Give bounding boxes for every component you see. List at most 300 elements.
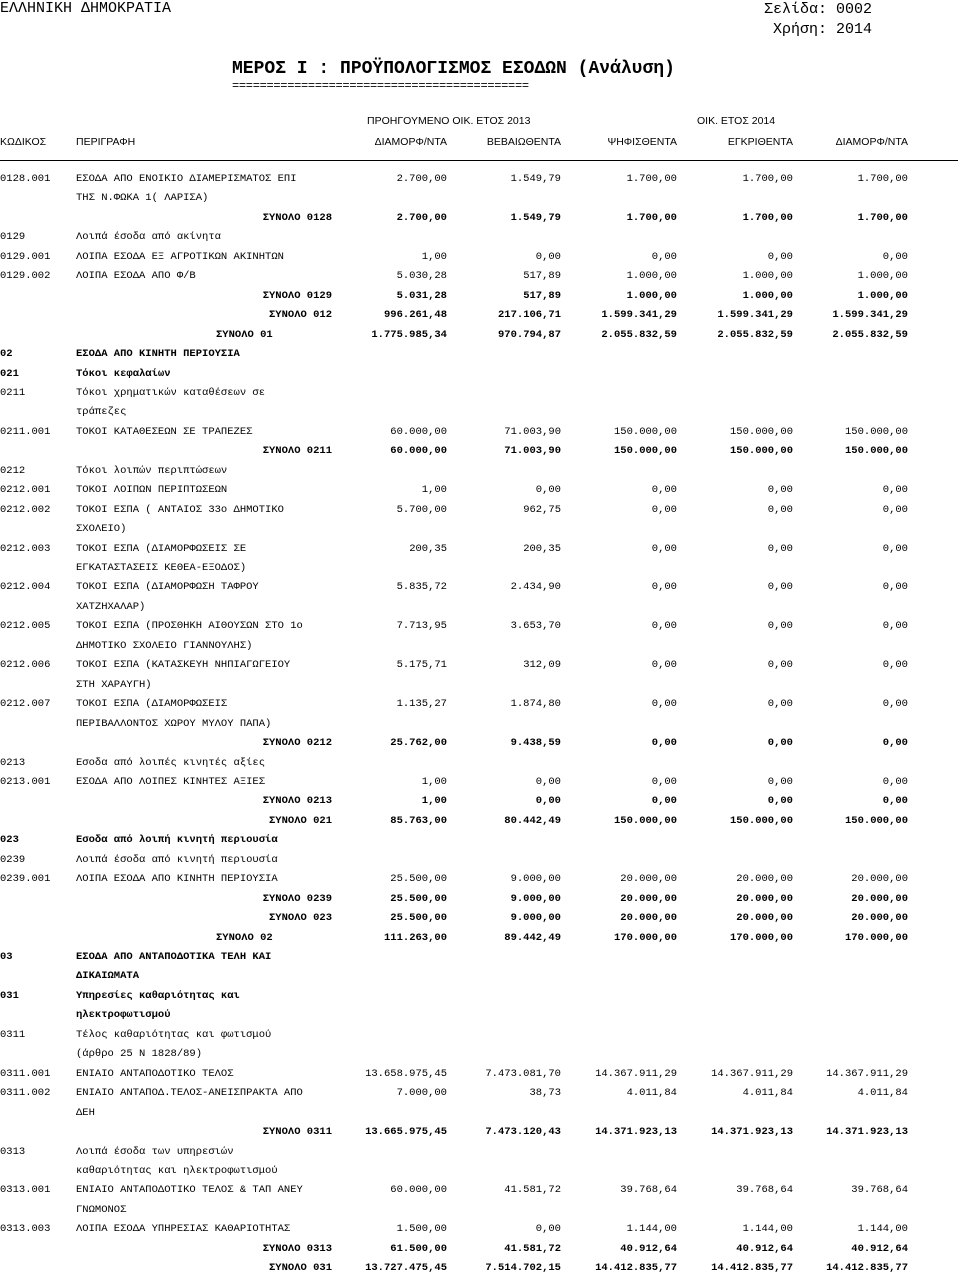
table-row	[0, 1104, 960, 1123]
value-c3: 0,00	[651, 698, 677, 711]
row-description: ΕΣΟΔΑ ΑΠΟ ΑΝΤΑΠΟΔΟΤΙΚΑ ΤΕΛΗ ΚΑΙ	[76, 951, 272, 963]
value-c2: 1.549,79	[510, 211, 561, 224]
row-description: ΤΟΚΟΙ ΕΣΠΑ (ΔΙΑΜΟΡΦΩΣΕΙΣ	[76, 698, 228, 711]
value-c4: 4.011,84	[742, 1087, 793, 1100]
row-code: 0239.001	[0, 873, 51, 886]
table-row	[0, 1143, 960, 1162]
table-row	[0, 1006, 960, 1025]
value-c1: 111.263,00	[383, 931, 447, 944]
table-row	[0, 1181, 960, 1200]
total-row	[0, 1240, 960, 1259]
row-description: ΧΑΤΖΗΧΑΛΑΡ)	[76, 600, 146, 613]
value-c1: 1.775.985,34	[371, 328, 447, 341]
row-description: Τέλος καθαριότητας και φωτισμού	[76, 1028, 272, 1041]
value-c3: 0,00	[651, 795, 677, 808]
value-c5: 0,00	[882, 659, 908, 672]
row-description: ΤΟΚΟΙ ΕΣΠΑ (ΚΑΤΑΣΚΕΥΗ ΝΗΠΙΑΓΩΓΕΙΟΥ	[76, 659, 291, 672]
table-row	[0, 1201, 960, 1220]
row-code: 0128.001	[0, 173, 51, 185]
row-code: 0211.001	[0, 425, 51, 438]
desc-header: ΠΕΡΙΓΡΑΦΗ	[76, 136, 136, 148]
row-description: ΤΟΚΟΙ ΛΟΙΠΩΝ ΠΕΡΙΠΤΩΣΕΩΝ	[76, 484, 228, 497]
value-c5: 14.412.835,77	[826, 1262, 908, 1275]
value-c3: 14.367.911,29	[595, 1067, 677, 1080]
row-description: Τόκοι χρηματικών καταθέσεων σε	[76, 386, 266, 399]
value-c5: 0,00	[882, 795, 908, 808]
value-c3: 150.000,00	[613, 814, 677, 827]
value-c1: 61.500,00	[390, 1242, 447, 1255]
total-label: ΣΥΝΟΛΟ 021	[268, 814, 332, 827]
value-c2: 0,00	[535, 795, 561, 808]
value-c1: 2.700,00	[396, 211, 447, 224]
value-c2: 0,00	[535, 250, 561, 263]
total-row	[0, 734, 960, 753]
value-c2: 7.514.702,15	[485, 1262, 561, 1275]
row-description: ΤΗΣ Ν.ΦΩΚΑ 1( ΛΑΡΙΣΑ)	[76, 192, 209, 205]
total-row	[0, 326, 960, 345]
table-row	[0, 617, 960, 636]
value-c1: 1,00	[421, 775, 447, 788]
value-c3: 170.000,00	[613, 931, 677, 944]
row-code: 0311.001	[0, 1067, 51, 1080]
total-label: ΣΥΝΟΛΟ 0128	[262, 211, 332, 224]
row-description: ΛΟΙΠΑ ΕΣΟΔΑ ΑΠΟ Φ/Β	[76, 270, 196, 283]
value-c2: 1.874,80	[510, 698, 561, 711]
value-c2: 200,35	[523, 542, 561, 555]
value-c5: 1.000,00	[857, 289, 908, 302]
value-c3: 1.000,00	[626, 289, 677, 302]
row-code: 0212.004	[0, 581, 51, 594]
value-c2: 38,73	[529, 1087, 561, 1100]
value-c1: 5.030,28	[396, 270, 447, 283]
total-row	[0, 812, 960, 831]
value-c3: 0,00	[651, 737, 677, 750]
value-c3: 0,00	[651, 775, 677, 788]
c5-header: ΔΙΑΜΟΡΦ/ΝΤΑ	[835, 136, 908, 148]
value-c5: 0,00	[882, 581, 908, 594]
table-row	[0, 870, 960, 889]
row-code: 0311.002	[0, 1087, 51, 1100]
table-row	[0, 267, 960, 286]
value-c5: 0,00	[882, 484, 908, 497]
title-underline: ===========================================	[232, 79, 529, 93]
value-c1: 1,00	[421, 250, 447, 263]
table-row	[0, 967, 960, 986]
table-row	[0, 637, 960, 656]
table-row	[0, 1162, 960, 1181]
total-label: ΣΥΝΟΛΟ 0212	[262, 737, 332, 750]
value-c4: 1.700,00	[742, 211, 793, 224]
table-row	[0, 345, 960, 364]
table-row	[0, 1026, 960, 1045]
row-description: ΕΣΟΔΑ ΑΠΟ ΚΙΝΗΤΗ ΠΕΡΙΟΥΣΙΑ	[76, 348, 240, 361]
code-header: ΚΩΔΙΚΟΣ	[0, 136, 47, 148]
value-c3: 0,00	[651, 581, 677, 594]
value-c1: 1.500,00	[396, 1223, 447, 1236]
value-c3: 1.599.341,29	[601, 309, 677, 322]
table-row	[0, 189, 960, 208]
value-c2: 1.549,79	[510, 173, 561, 185]
page-number: Σελίδα: 0002	[763, 1, 872, 18]
value-c2: 7.473.081,70	[485, 1067, 561, 1080]
value-c4: 20.000,00	[736, 912, 793, 925]
total-row	[0, 909, 960, 928]
value-c2: 517,89	[523, 289, 561, 302]
value-c2: 9.000,00	[510, 912, 561, 925]
value-c5: 20.000,00	[851, 892, 908, 905]
value-c4: 0,00	[767, 659, 793, 672]
value-c2: 71.003,90	[504, 425, 561, 438]
value-c2: 2.434,90	[510, 581, 561, 594]
value-c4: 1.144,00	[742, 1223, 793, 1236]
header-rule	[0, 160, 958, 161]
value-c4: 0,00	[767, 620, 793, 633]
row-description: Λοιπά έσοδα από κινητή περιουσία	[76, 853, 278, 866]
row-description: ΕΝΙΑΙΟ ΑΝΤΑΠΟΔΟΤΙΚΟ ΤΕΛΟΣ & ΤΑΠ ΑΝΕΥ	[76, 1184, 303, 1197]
value-c3: 0,00	[651, 542, 677, 555]
value-c2: 962,75	[523, 503, 561, 516]
value-c1: 25.500,00	[390, 873, 447, 886]
value-c2: 3.653,70	[510, 620, 561, 633]
value-c1: 996.261,48	[383, 309, 447, 322]
value-c3: 39.768,64	[620, 1184, 677, 1197]
value-c3: 150.000,00	[613, 445, 677, 458]
value-c5: 39.768,64	[851, 1184, 908, 1197]
row-code: 0212	[0, 464, 26, 477]
row-description: ΛΟΙΠΑ ΕΣΟΔΑ ΑΠΟ ΚΙΝΗΤΗ ΠΕΡΙΟΥΣΙΑ	[76, 873, 278, 886]
table-row	[0, 170, 960, 189]
row-code: 0213	[0, 756, 26, 769]
row-code: 0212.002	[0, 503, 51, 516]
row-code: 0212.003	[0, 542, 51, 555]
value-c2: 0,00	[535, 484, 561, 497]
table-row	[0, 384, 960, 403]
row-code: 0212.001	[0, 484, 51, 497]
row-description: ΠΕΡΙΒΑΛΛΟΝΤΟΣ ΧΩΡΟΥ ΜΥΛΟΥ ΠΑΠΑ)	[76, 717, 272, 730]
table-row	[0, 1045, 960, 1064]
row-description: ΤΟΚΟΙ ΕΣΠΑ (ΔΙΑΜΟΡΦΩΣΗ ΤΑΦΡΟΥ	[76, 581, 259, 594]
row-code: 0239	[0, 853, 26, 866]
value-c1: 200,35	[409, 542, 447, 555]
value-c2: 89.442,49	[504, 931, 561, 944]
value-c1: 60.000,00	[390, 1184, 447, 1197]
total-label: ΣΥΝΟΛΟ 031	[268, 1262, 332, 1275]
prev-year-header: ΠΡΟΗΓΟΥΜΕΝΟ ΟΙΚ. ΕΤΟΣ 2013	[367, 115, 531, 127]
value-c4: 0,00	[767, 698, 793, 711]
value-c3: 1.000,00	[626, 270, 677, 283]
value-c5: 14.367.911,29	[826, 1067, 908, 1080]
value-c3: 1.144,00	[626, 1223, 677, 1236]
value-c1: 25.500,00	[390, 912, 447, 925]
table-row	[0, 754, 960, 773]
row-code: 031	[0, 989, 19, 1002]
table-row	[0, 540, 960, 559]
value-c3: 150.000,00	[613, 425, 677, 438]
row-code: 0129	[0, 231, 26, 244]
value-c1: 60.000,00	[390, 425, 447, 438]
value-c3: 1.700,00	[626, 211, 677, 224]
row-description: Υπηρεσίες καθαριότητας και	[76, 989, 240, 1002]
value-c4: 0,00	[767, 737, 793, 750]
c1-header: ΔΙΑΜΟΡΦ/ΝΤΑ	[374, 136, 447, 148]
value-c5: 150.000,00	[844, 445, 908, 458]
row-description: ΤΟΚΟΙ ΕΣΠΑ (ΔΙΑΜΟΡΦΩΣΕΙΣ ΣΕ	[76, 542, 247, 555]
row-code: 0211	[0, 386, 26, 399]
total-row	[0, 929, 960, 948]
row-code: 023	[0, 834, 19, 847]
value-c1: 25.500,00	[390, 892, 447, 905]
value-c4: 0,00	[767, 795, 793, 808]
row-description: καθαριότητας και ηλεκτροφωτισμού	[76, 1164, 278, 1177]
country-label: ΕΛΛΗΝΙΚΗ ΔΗΜΟΚΡΑΤΙΑ	[0, 0, 172, 17]
total-label: ΣΥΝΟΛΟ 0213	[262, 795, 332, 808]
total-label: ΣΥΝΟΛΟ 01	[216, 328, 273, 341]
value-c2: 41.581,72	[504, 1242, 561, 1255]
table-row	[0, 948, 960, 967]
row-code: 021	[0, 367, 19, 380]
row-description: ΔΗΜΟΤΙΚΟ ΣΧΟΛΕΙΟ ΓΙΑΝΝΟΥΛΗΣ)	[76, 639, 253, 652]
value-c3: 2.055.832,59	[601, 328, 677, 341]
value-c4: 40.912,64	[736, 1242, 793, 1255]
value-c1: 25.762,00	[390, 737, 447, 750]
total-row	[0, 792, 960, 811]
row-description: ΕΝΙΑΙΟ ΑΝΤΑΠΟΔ.ΤΕΛΟΣ-ΑΝΕΙΣΠΡΑΚΤΑ ΑΠΟ	[76, 1087, 303, 1100]
value-c5: 0,00	[882, 620, 908, 633]
value-c2: 970.794,87	[497, 328, 561, 341]
c4-header: ΕΓΚΡΙΘΕΝΤΑ	[727, 136, 793, 148]
table-row	[0, 365, 960, 384]
value-c1: 7.713,95	[396, 620, 447, 633]
row-description: ΓΝΩΜΟΝΟΣ	[76, 1203, 127, 1216]
value-c3: 20.000,00	[620, 912, 677, 925]
value-c1: 1,00	[421, 484, 447, 497]
value-c2: 217.106,71	[497, 309, 561, 322]
row-description: ΤΟΚΟΙ ΚΑΤΑΘΕΣΕΩΝ ΣΕ ΤΡΑΠΕΖΕΣ	[76, 425, 253, 438]
row-description: ηλεκτροφωτισμού	[76, 1009, 171, 1022]
value-c1: 2.700,00	[396, 173, 447, 185]
row-description: ΣΤΗ ΧΑΡΑΥΓΗ)	[76, 678, 152, 691]
value-c5: 150.000,00	[844, 814, 908, 827]
value-c5: 40.912,64	[851, 1242, 908, 1255]
value-c5: 170.000,00	[844, 931, 908, 944]
page-title: ΜΕΡΟΣ Ι : ΠΡΟΫΠΟΛΟΓΙΣΜΟΣ ΕΣΟΔΩΝ (Ανάλυση)	[232, 59, 675, 79]
value-c5: 20.000,00	[851, 912, 908, 925]
row-code: 0313.003	[0, 1223, 51, 1236]
row-description: ΔΕΗ	[76, 1106, 95, 1119]
value-c3: 0,00	[651, 250, 677, 263]
value-c2: 312,09	[523, 659, 561, 672]
table-row	[0, 228, 960, 247]
value-c5: 1.144,00	[857, 1223, 908, 1236]
value-c4: 1.700,00	[742, 173, 793, 185]
value-c1: 5.700,00	[396, 503, 447, 516]
table-row	[0, 715, 960, 734]
total-row	[0, 890, 960, 909]
row-description: τράπεζες	[76, 406, 127, 419]
total-label: ΣΥΝΟΛΟ 0129	[262, 289, 332, 302]
row-description: Λοιπά έσοδα από ακίνητα	[76, 231, 221, 244]
value-c5: 14.371.923,13	[826, 1126, 908, 1139]
value-c4: 0,00	[767, 484, 793, 497]
row-description: ΕΝΙΑΙΟ ΑΝΤΑΠΟΔΟΤΙΚΟ ΤΕΛΟΣ	[76, 1067, 234, 1080]
value-c3: 20.000,00	[620, 873, 677, 886]
table-row	[0, 403, 960, 422]
value-c1: 7.000,00	[396, 1087, 447, 1100]
total-row	[0, 287, 960, 306]
total-label: ΣΥΝΟΛΟ 0239	[262, 892, 332, 905]
value-c3: 20.000,00	[620, 892, 677, 905]
value-c5: 4.011,84	[857, 1087, 908, 1100]
row-code: 0213.001	[0, 775, 51, 788]
value-c5: 2.055.832,59	[832, 328, 908, 341]
value-c1: 1.135,27	[396, 698, 447, 711]
value-c3: 14.371.923,13	[595, 1126, 677, 1139]
value-c1: 5.031,28	[396, 289, 447, 302]
value-c4: 1.599.341,29	[717, 309, 793, 322]
table-row	[0, 578, 960, 597]
row-code: 0212.005	[0, 620, 51, 633]
value-c5: 1.700,00	[857, 211, 908, 224]
value-c3: 4.011,84	[626, 1087, 677, 1100]
value-c2: 517,89	[523, 270, 561, 283]
total-row	[0, 1123, 960, 1142]
table-row	[0, 676, 960, 695]
row-code: 02	[0, 348, 13, 361]
value-c2: 0,00	[535, 1223, 561, 1236]
cur-year-header: ΟΙΚ. ΕΤΟΣ 2014	[697, 115, 776, 127]
row-description: Τόκοι λοιπών περιπτώσεων	[76, 464, 228, 477]
total-label: ΣΥΝΟΛΟ 0313	[262, 1242, 332, 1255]
value-c1: 13.658.975,45	[365, 1067, 447, 1080]
value-c3: 0,00	[651, 503, 677, 516]
value-c1: 5.835,72	[396, 581, 447, 594]
table-row	[0, 462, 960, 481]
value-c4: 0,00	[767, 503, 793, 516]
row-description: ΔΙΚΑΙΩΜΑΤΑ	[76, 970, 140, 983]
row-code: 0313.001	[0, 1184, 51, 1197]
value-c1: 85.763,00	[390, 814, 447, 827]
value-c5: 1.700,00	[857, 173, 908, 185]
table-row	[0, 423, 960, 442]
value-c2: 0,00	[535, 775, 561, 788]
value-c4: 170.000,00	[729, 931, 793, 944]
value-c2: 71.003,90	[504, 445, 561, 458]
value-c4: 150.000,00	[729, 425, 793, 438]
value-c1: 13.727.475,45	[365, 1262, 447, 1275]
fiscal-year: Χρήση: 2014	[772, 21, 872, 38]
table-row	[0, 851, 960, 870]
row-description: ΣΧΟΛΕΙΟ)	[76, 523, 127, 536]
row-description: (άρθρο 25 Ν 1828/89)	[76, 1048, 203, 1061]
row-code: 0129.002	[0, 270, 51, 283]
value-c5: 0,00	[882, 503, 908, 516]
table-row	[0, 1065, 960, 1084]
table-row	[0, 656, 960, 675]
total-label: ΣΥΝΟΛΟ 0311	[262, 1126, 332, 1139]
value-c4: 0,00	[767, 775, 793, 788]
total-label: ΣΥΝΟΛΟ 023	[268, 912, 332, 925]
value-c4: 2.055.832,59	[717, 328, 793, 341]
row-description: ΤΟΚΟΙ ΕΣΠΑ ( ΑΝΤΑΙΟΣ 33ο ΔΗΜΟΤΙΚΟ	[76, 503, 284, 516]
row-code: 03	[0, 951, 13, 963]
table-row	[0, 773, 960, 792]
total-row	[0, 306, 960, 325]
total-label: ΣΥΝΟΛΟ 012	[268, 309, 332, 322]
table-row	[0, 248, 960, 267]
value-c5: 150.000,00	[844, 425, 908, 438]
value-c5: 0,00	[882, 698, 908, 711]
table-row	[0, 481, 960, 500]
value-c1: 1,00	[421, 795, 447, 808]
value-c3: 0,00	[651, 620, 677, 633]
table-row	[0, 598, 960, 617]
value-c4: 14.371.923,13	[711, 1126, 793, 1139]
table-row	[0, 559, 960, 578]
value-c3: 40.912,64	[620, 1242, 677, 1255]
c2-header: ΒΕΒΑΙΩΘΕΝΤΑ	[486, 136, 561, 148]
value-c4: 0,00	[767, 542, 793, 555]
value-c4: 150.000,00	[729, 814, 793, 827]
row-code: 0212.006	[0, 659, 51, 672]
value-c5: 0,00	[882, 250, 908, 263]
value-c5: 1.000,00	[857, 270, 908, 283]
page-info	[764, 0, 872, 40]
c3-header: ΨΗΦΙΣΘΕΝΤΑ	[607, 136, 677, 148]
value-c3: 14.412.835,77	[595, 1262, 677, 1275]
table-row	[0, 501, 960, 520]
value-c4: 0,00	[767, 250, 793, 263]
value-c3: 0,00	[651, 659, 677, 672]
value-c4: 20.000,00	[736, 892, 793, 905]
value-c2: 9.000,00	[510, 873, 561, 886]
row-description: ΛΟΙΠΑ ΕΣΟΔΑ ΕΞ ΑΓΡΟΤΙΚΩΝ ΑΚΙΝΗΤΩΝ	[76, 250, 284, 263]
row-code: 0129.001	[0, 250, 51, 263]
total-row	[0, 209, 960, 228]
value-c4: 1.000,00	[742, 289, 793, 302]
value-c5: 0,00	[882, 737, 908, 750]
row-description: Εσοδα από λοιπή κινητή περιουσία	[76, 834, 278, 847]
value-c5: 0,00	[882, 542, 908, 555]
row-description: Τόκοι κεφαλαίων	[76, 367, 171, 380]
value-c3: 1.700,00	[626, 173, 677, 185]
value-c5: 1.599.341,29	[832, 309, 908, 322]
value-c3: 0,00	[651, 484, 677, 497]
table-row	[0, 987, 960, 1006]
total-row	[0, 1259, 960, 1278]
row-description: ΕΣΟΔΑ ΑΠΟ ΕΝΟΙΚΙΟ ΔΙΑΜΕΡΙΣΜΑΤΟΣ ΕΠΙ	[76, 173, 297, 185]
value-c2: 41.581,72	[504, 1184, 561, 1197]
value-c4: 20.000,00	[736, 873, 793, 886]
value-c4: 39.768,64	[736, 1184, 793, 1197]
table-row	[0, 831, 960, 850]
value-c5: 20.000,00	[851, 873, 908, 886]
row-description: ΕΓΚΑΤΑΣΤΑΣΕΙΣ ΚΕΘΕΑ-ΕΞΟΔΟΣ)	[76, 562, 247, 574]
value-c4: 150.000,00	[729, 445, 793, 458]
value-c1: 5.175,71	[396, 659, 447, 672]
value-c4: 14.367.911,29	[711, 1067, 793, 1080]
row-code: 0313	[0, 1145, 26, 1158]
value-c1: 60.000,00	[390, 445, 447, 458]
value-c4: 1.000,00	[742, 270, 793, 283]
value-c4: 14.412.835,77	[711, 1262, 793, 1275]
value-c1: 13.665.975,45	[365, 1126, 447, 1139]
value-c2: 9.438,59	[510, 737, 561, 750]
row-description: ΤΟΚΟΙ ΕΣΠΑ (ΠΡΟΣΘΗΚΗ ΑΙΘΟΥΣΩΝ ΣΤΟ 1ο	[76, 620, 303, 633]
value-c4: 0,00	[767, 581, 793, 594]
value-c2: 7.473.120,43	[485, 1126, 561, 1139]
value-c2: 9.000,00	[510, 892, 561, 905]
row-description: Λοιπά έσοδα των υπηρεσιών	[76, 1145, 234, 1158]
